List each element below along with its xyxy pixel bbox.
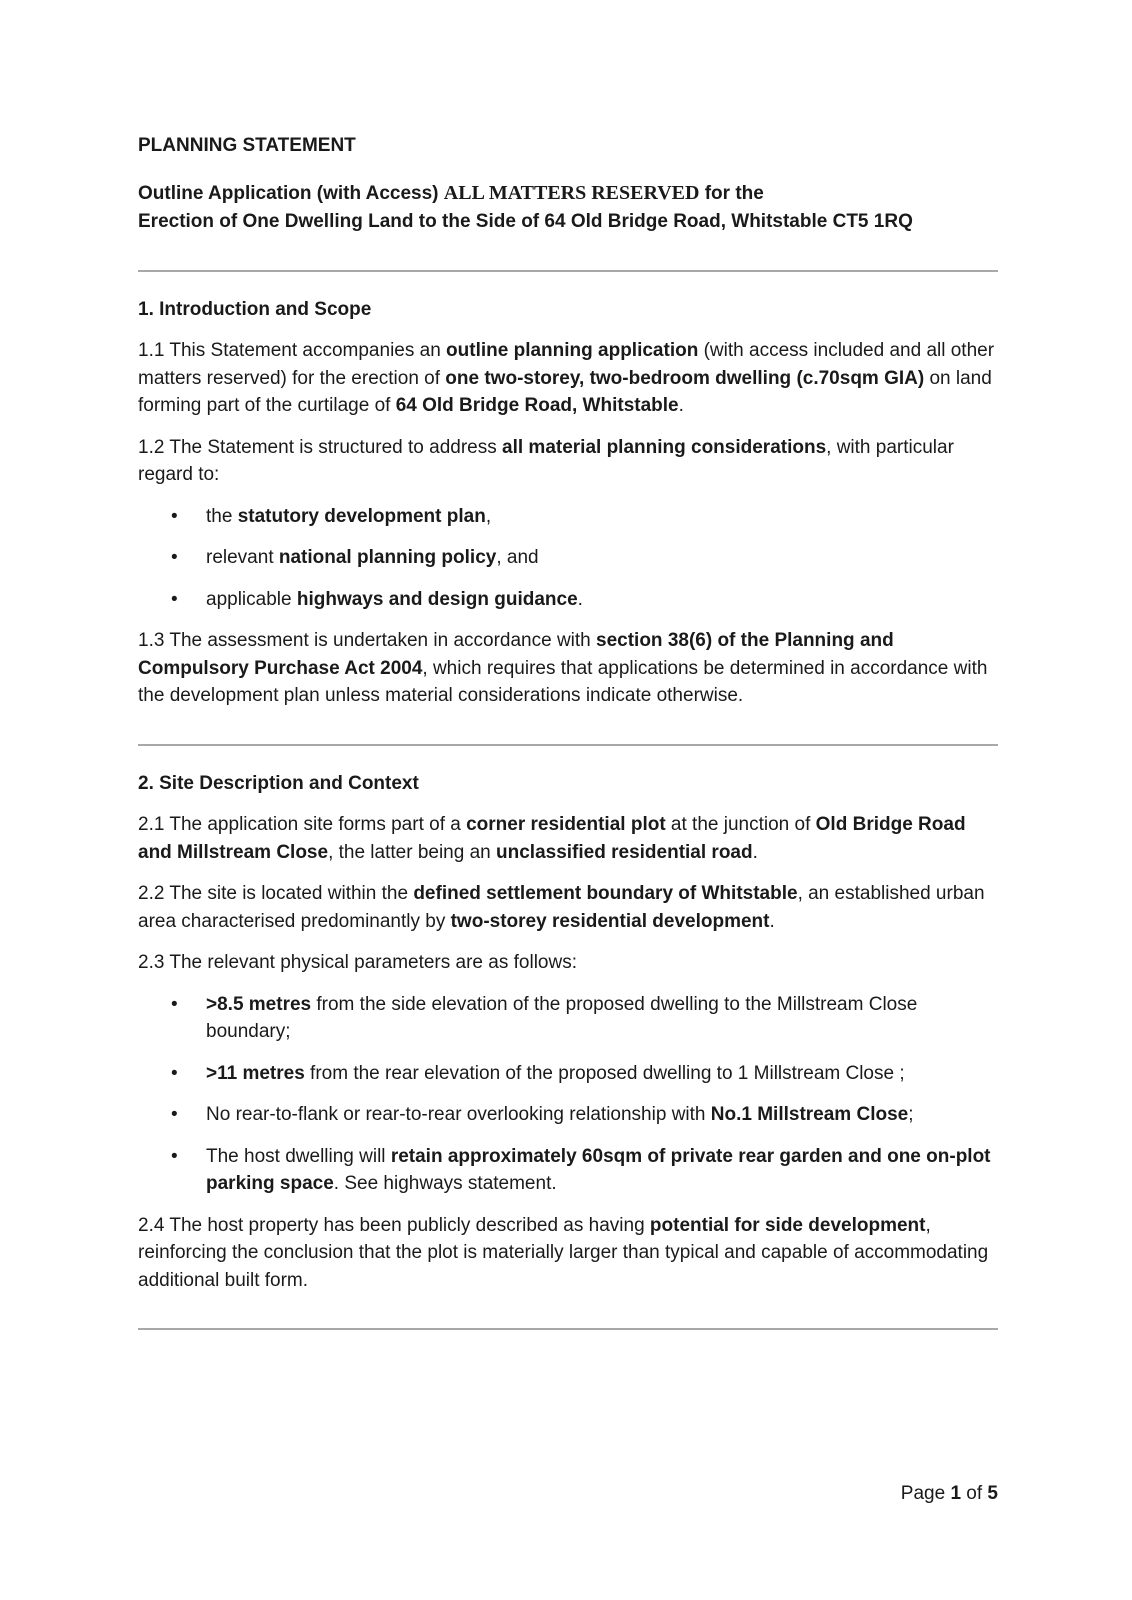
document-subtitle (138, 179, 998, 236)
paragraph-1-2: 1.2 The Statement is structured to address all material planning considerations, with particular regard to: (138, 436, 954, 485)
list-item: • applicable highways and design guidance. (138, 586, 998, 614)
subtitle-serif-part: ALL MATTERS RESERVED (443, 181, 700, 204)
list-item: • >8.5 metres from the side elevation of the proposed dwelling to the Millstream Close boundary; (138, 991, 998, 1046)
section-1-heading: 1. Introduction and Scope (138, 298, 372, 320)
subtitle-part-3: for the (699, 182, 764, 204)
section-2-bullet-list (138, 991, 998, 1198)
section-divider (138, 270, 998, 272)
document-title: PLANNING STATEMENT (138, 135, 356, 156)
list-item: • relevant national planning policy, and (138, 544, 998, 572)
list-item: • The host dwelling will retain approximately 60sqm of private rear garden and one on-plot parking space. See highways statement. (138, 1143, 998, 1198)
list-item: • >11 metres from the rear elevation of the proposed dwelling to 1 Millstream Close ; (138, 1060, 998, 1088)
list-item: • the statutory development plan, (138, 503, 998, 531)
paragraph-1-1: 1.1 This Statement accompanies an outline planning application (with access included and all other matters reserved) for the erection of one two-storey, two-bedroom dwelling (c.70sqm GIA) on land forming part of the curtilage of 64 Old Bridge Road, Whitstable. (138, 340, 995, 416)
list-item: • No rear-to-flank or rear-to-rear overlooking relationship with No.1 Millstream Close; (138, 1101, 998, 1129)
subtitle-part-1: Outline Application (with Access) (138, 182, 444, 204)
paragraph-2-2: 2.2 The site is located within the defined settlement boundary of Whitstable, an established urban area characterised predominantly by two-storey residential development. (138, 883, 985, 932)
section-2-heading: 2. Site Description and Context (138, 772, 419, 794)
page-number: Page 1 of 5 (900, 1483, 998, 1504)
paragraph-2-4: 2.4 The host property has been publicly described as having potential for side development, reinforcing the conclusion that the plot is materially larger than typical and capable of accommodating additional built form. (138, 1214, 989, 1291)
paragraph-2-1: 2.1 The application site forms part of a corner residential plot at the junction of Old Bridge Road and Millstream Close, the latter being an unclassified residential road. (138, 814, 966, 863)
paragraph-2-3: 2.3 The relevant physical parameters are as follows: (138, 952, 577, 973)
document-body (138, 132, 998, 1354)
section-divider (138, 1328, 998, 1330)
section-divider (138, 744, 998, 746)
section-1-bullet-list (138, 503, 998, 614)
paragraph-1-3: 1.3 The assessment is undertaken in accordance with section 38(6) of the Planning and Compulsory Purchase Act 2004, which requires that applications be determined in accordance with the development plan unless material considerations indicate otherwise. (138, 630, 988, 706)
subtitle-line-2: Erection of One Dwelling Land to the Side of 64 Old Bridge Road, Whitstable CT5 1RQ (138, 210, 913, 232)
